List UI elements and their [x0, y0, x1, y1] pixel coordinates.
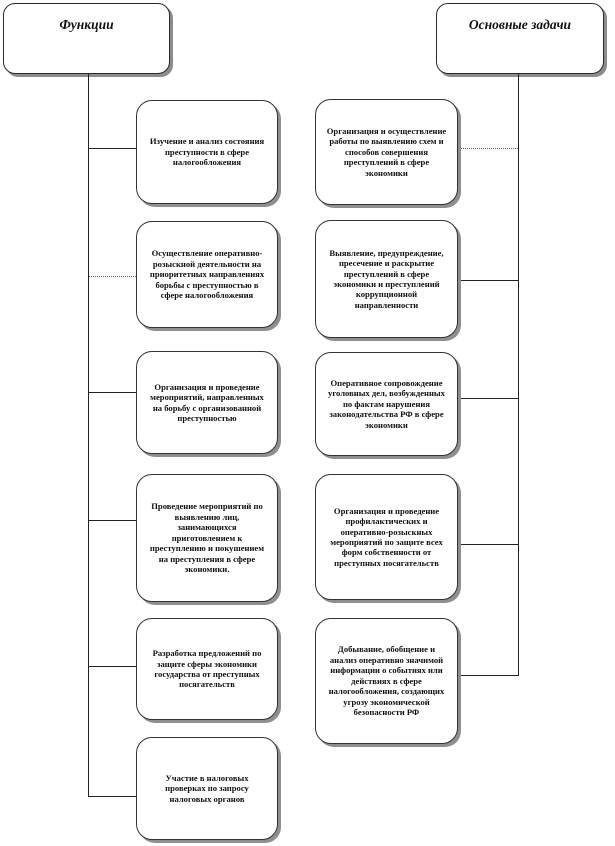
- function-box-4: [136, 474, 278, 602]
- function-text-2: Осуществление оперативно-розыскной деятельности на приоритетных направлениях борьбы с преступностью в сфере налогообложения: [149, 248, 265, 301]
- function-connector-3: [88, 520, 136, 521]
- function-connector-1: [88, 148, 136, 149]
- function-text-1: Изучение и анализ состояния преступности в сфере налогообложения: [149, 136, 265, 168]
- function-connector-dotted: [89, 276, 136, 277]
- task-text-1: Организация и осуществление работы по выявлению схем и способов совершения преступлений в сфере экономики: [326, 125, 447, 178]
- task-box-5: [315, 618, 458, 744]
- function-box-5: [136, 618, 278, 720]
- function-box-2: [136, 221, 278, 328]
- task-connector-3: [458, 398, 518, 399]
- task-box-4: [315, 474, 458, 600]
- function-connector-4: [88, 666, 136, 667]
- task-text-5: Добывание, обобщение и анализ оперативно значимой информации о событиях или действиях в сфере налогообложения, создающих угрозу экономической безопасности РФ: [328, 644, 445, 718]
- task-connector-2: [458, 280, 518, 281]
- function-text-6: Участие в налоговых проверках по запросу налоговых органов: [165, 772, 249, 804]
- function-box-1: [136, 100, 278, 204]
- task-text-3: Оперативное сопровождение уголовных дел, возбужденных по фактам нарушения законодательства РФ в сфере экономики: [328, 377, 445, 430]
- function-text-3: Организация и проведение мероприятий, направленных на борьбу с организованной преступностью: [150, 381, 264, 423]
- task-connector-dotted: [458, 148, 518, 149]
- tasks-header: [436, 3, 604, 74]
- function-connector-5: [88, 796, 136, 797]
- task-box-2: [315, 220, 458, 338]
- tasks-trunk-line: [518, 74, 519, 676]
- task-box-1: [315, 99, 458, 205]
- functions-header-title: Функции: [59, 17, 114, 32]
- tasks-header-title: Основные задачи: [468, 17, 572, 32]
- functions-trunk-line: [88, 74, 89, 796]
- task-text-2: Выявление, предупреждение, пресечение и раскрытие преступлений в сфере экономики и преступлений коррупционной направленности: [329, 247, 444, 310]
- task-text-4: Организация и проведение профилактических и оперативно-розыскных мероприятий по защите всех форм собственности от преступных посягательств: [330, 505, 443, 568]
- function-text-4: Проведение мероприятий по выявлению лиц, занимающихся приготовлением к преступлению и покушением на преступления в сфере экономики.: [149, 501, 265, 575]
- function-text-5: Разработка предложений по защите сферы экономики государства от преступных посягательств: [152, 648, 262, 690]
- task-connector-5: [458, 675, 518, 676]
- task-box-3: [315, 352, 458, 456]
- function-box-3: [136, 351, 278, 454]
- function-box-6: [136, 737, 278, 840]
- task-connector-4: [458, 544, 518, 545]
- function-connector-2: [88, 392, 136, 393]
- functions-header: [3, 3, 170, 74]
